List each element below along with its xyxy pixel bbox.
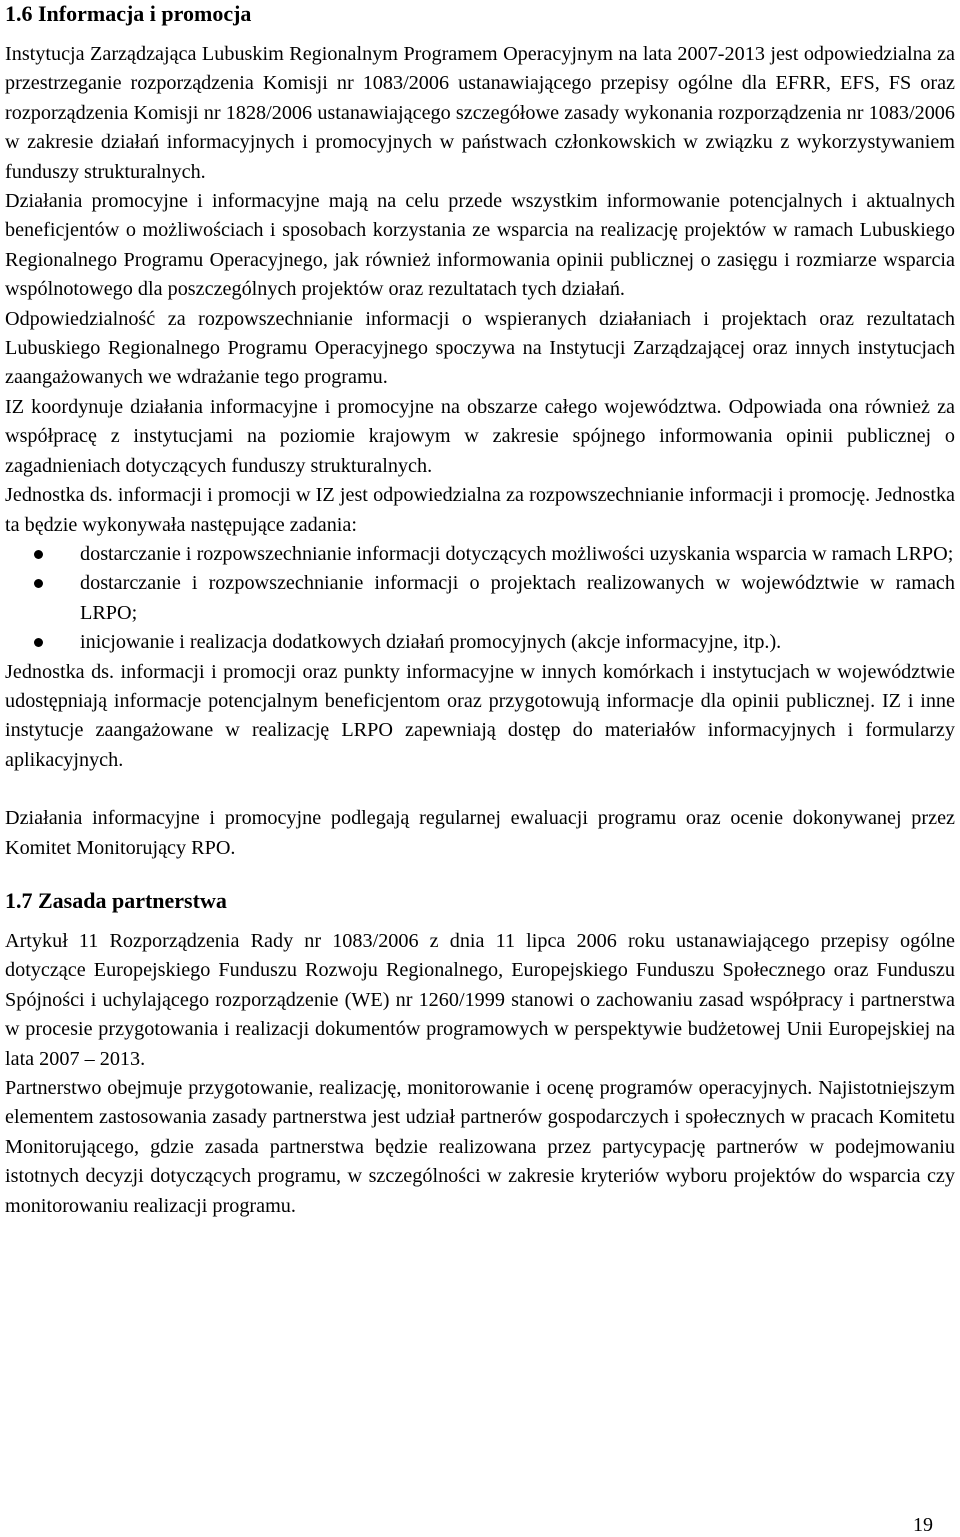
paragraph-evaluation: Działania informacyjne i promocyjne podlegają regularnej ewaluacji programu oraz ocenie dokonywanej przez Komitet Monitorujący RPO.: [5, 807, 955, 859]
section-heading-partnership: 1.7 Zasada partnerstwa: [5, 887, 227, 913]
bullet-item: [5, 628, 955, 657]
bullet-item: [5, 569, 955, 628]
paragraph-information-points: Jednostka ds. informacji i promocji oraz punkty informacyjne w innych komórkach i instytucjach w województwie udostępniają informacje potencjalnym beneficjentom oraz przygotowują informacje dla opinii publicznej. IZ i inne instytucje zaangażowane w realizację LRPO zapewniają dostęp do materiałów informacyjnych i formularzy aplikacyjnych.: [5, 660, 955, 771]
bullet-item-text: dostarczanie i rozpowszechnianie informacji dotyczących możliwości uzyskania wsparcia w ramach LRPO;: [80, 542, 954, 565]
paragraph-managing-authority-responsibility: Instytucja Zarządzająca Lubuskim Regionalnym Programem Operacyjnym na lata 2007-2013 jest odpowiedzialna za przestrzeganie rozporządzenia Komisji nr 1083/2006 ustanawiającego przepisy ogólne dla EFRR, EFS, FS oraz rozporządzenia Komisji nr 1828/2006 ustanawiającego szczegółowe zasady wykonania rozporządzenia nr 1083/2006 w zakresie działań informacyjnych i promocyjnych w państwach członkowskich w związku z wykorzystywaniem funduszy strukturalnych.: [5, 43, 955, 183]
task-bullet-list: [5, 540, 955, 658]
paragraph-dissemination-responsibility: Odpowiedzialność za rozpowszechnianie informacji o wspieranych działaniach i projektach oraz rezultatach Lubuskiego Regionalnego Programu Operacyjnego spoczywa na Instytucji Zarządzającej oraz innych instytucjach zaangażowanych we wdrażanie tego programu.: [5, 307, 955, 389]
paragraph-iz-coordination: IZ koordynuje działania informacyjne i promocyjne na obszarze całego województwa. Odpowiada ona również za współpracę z instytucjami na poziomie krajowym w zakresie spójnego informowania opinii publicznej o zagadnieniach dotyczących funduszy strukturalnych.: [5, 395, 955, 477]
bullet-item-text: inicjowanie i realizacja dodatkowych działań promocyjnych (akcje informacyjne, itp.).: [80, 631, 782, 654]
bullet-icon: [34, 579, 43, 588]
section-heading-information-promotion: 1.6 Informacja i promocja: [5, 1, 252, 26]
paragraph-article-11: Artykuł 11 Rozporządzenia Rady nr 1083/2006 z dnia 11 lipca 2006 roku ustanawiającego przepisy ogólne dotyczące Europejskiego Funduszu Rozwoju Regionalnego, Europejskiego Funduszu Społecznego oraz Funduszu Spójności i uchylającego rozporządzenie (WE) nr 1260/1999 stanowi o zachowaniu zasad współpracy i partnerstwa w procesie przygotowania i realizacji dokumentów programowych w perspektywie budżetowej Unii Europejskiej na lata 2007 – 2013.: [5, 929, 955, 1070]
bullet-icon: [34, 550, 43, 559]
paragraph-promotion-goals: Działania promocyjne i informacyjne mają na celu przede wszystkim informowanie potencjalnych i aktualnych beneficjentów o możliwościach i sposobach korzystania ze wsparcia na realizację projektów w ramach Lubuskiego Regionalnego Programu Operacyjnego, jak również informowania opinii publicznej o zasięgu i rozmiarze wsparcia wspólnotowego dla poszczególnych projektów oraz rezultatach tych działań.: [5, 190, 955, 301]
page-number: 19: [913, 1514, 933, 1536]
bullet-icon: [34, 638, 43, 647]
bullet-item-text: dostarczanie i rozpowszechnianie informacji o projektach realizowanych w województwie w ramach LRPO;: [80, 572, 955, 624]
bullet-item: [5, 540, 955, 569]
document-page: [5, 0, 955, 1221]
paragraph-information-unit-tasks: Jednostka ds. informacji i promocji w IZ jest odpowiedzialna za rozpowszechnianie informacji i promocję. Jednostka ta będzie wykonywała następujące zadania:: [5, 484, 955, 536]
paragraph-partnership-scope: Partnerstwo obejmuje przygotowanie, realizację, monitorowanie i ocenę programów operacyjnych. Najistotniejszym elementem zastosowania zasady partnerstwa jest udział partnerów gospodarczych i społecznych w pracach Komitetu Monitorującego, gdzie zasada partnerstwa będzie realizowana przez partycypację partnerów w podejmowaniu istotnych decyzji dotyczących programu, w szczególności w zakresie kryteriów wyboru projektów do wsparcia czy monitorowaniu realizacji programu.: [5, 1077, 955, 1217]
